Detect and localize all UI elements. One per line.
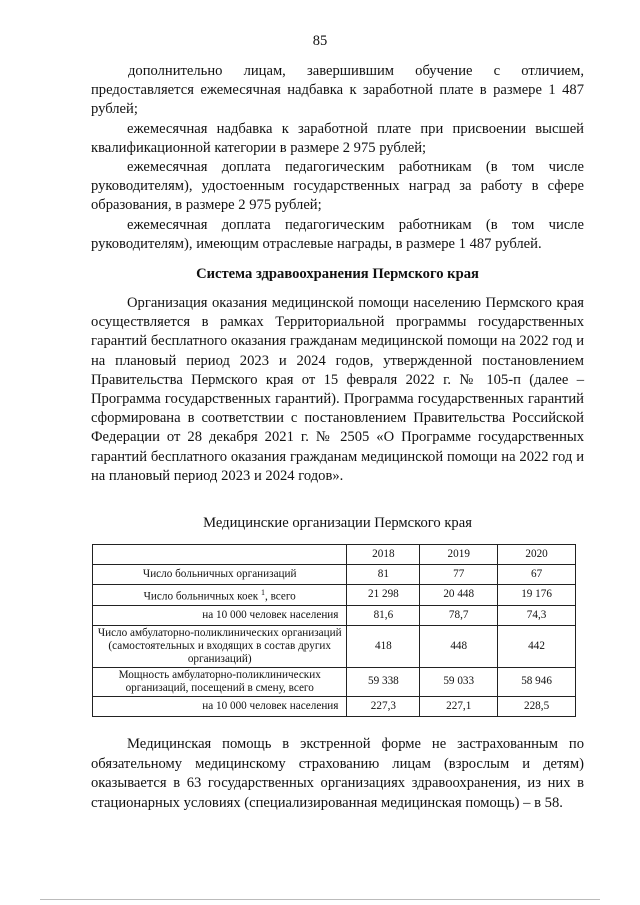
intro-text-block bbox=[91, 62, 584, 254]
footnote-mark: 1 bbox=[260, 588, 265, 597]
table-row bbox=[93, 667, 576, 696]
row-label: Число амбулаторно-поликлинических организаций (самостоятельных и входящих в состав других организаций) bbox=[93, 625, 347, 667]
emergency-paragraph: Медицинская помощь в экстренной форме не застрахованным по обязательному медицинскому страхованию лицам (взрослым и детям) оказывается в 63 государственных организациях здравоохранения, из них в стационарных условиях (специализированная медицинская помощь) – в 58. bbox=[91, 736, 584, 811]
table-cell: 58 946 bbox=[498, 667, 576, 696]
table-cell: 227,1 bbox=[420, 696, 498, 716]
table-cell: 21 298 bbox=[347, 585, 420, 606]
table-cell: 81 bbox=[347, 565, 420, 585]
table-corner-cell bbox=[93, 545, 347, 565]
table-row bbox=[93, 565, 576, 585]
table-cell: 74,3 bbox=[498, 605, 576, 625]
intro-paragraph: ежемесячная надбавка к заработной плате при присвоении высшей квалификационной категории в размере 2 975 рублей; bbox=[91, 120, 584, 156]
year-header: 2018 bbox=[347, 545, 420, 565]
table-cell: 227,3 bbox=[347, 696, 420, 716]
row-label bbox=[93, 585, 347, 606]
healthcare-text-block bbox=[91, 294, 584, 486]
page-edge-divider bbox=[40, 899, 600, 900]
table-cell: 448 bbox=[420, 625, 498, 667]
table-cell: 67 bbox=[498, 565, 576, 585]
table-cell: 228,5 bbox=[498, 696, 576, 716]
intro-paragraph: ежемесячная доплата педагогическим работникам (в том числе руководителям), имеющим отраслевые награды, в размере 1 487 рублей. bbox=[91, 216, 584, 252]
table-cell: 78,7 bbox=[420, 605, 498, 625]
table-header-row bbox=[93, 545, 576, 565]
section-heading: Система здравоохранения Пермского края bbox=[196, 266, 479, 282]
table-row bbox=[93, 696, 576, 716]
table-row bbox=[93, 605, 576, 625]
table-cell: 418 bbox=[347, 625, 420, 667]
table-cell: 19 176 bbox=[498, 585, 576, 606]
row-label-text: Число больничных коек bbox=[143, 590, 259, 603]
table-cell: 77 bbox=[420, 565, 498, 585]
year-header: 2019 bbox=[420, 545, 498, 565]
year-header: 2020 bbox=[498, 545, 576, 565]
table-cell: 81,6 bbox=[347, 605, 420, 625]
intro-paragraph: ежемесячная доплата педагогическим работникам (в том числе руководителям), удостоенным государственных наград за работу в сфере образования, в размере 2 975 рублей; bbox=[91, 159, 584, 214]
row-label: Число больничных организаций bbox=[93, 565, 347, 585]
table-cell: 59 033 bbox=[420, 667, 498, 696]
table-cell: 59 338 bbox=[347, 667, 420, 696]
row-label: Мощность амбулаторно-поликлинических организаций, посещений в смену, всего bbox=[93, 667, 347, 696]
intro-paragraph: дополнительно лицам, завершившим обучение с отличием, предоставляется ежемесячная надбавка к заработной плате в размере 1 487 рублей; bbox=[91, 63, 584, 118]
row-label: на 10 000 человек населения bbox=[93, 696, 347, 716]
medical-organizations-table bbox=[92, 544, 576, 717]
row-label-suffix: , всего bbox=[264, 590, 296, 603]
table-caption: Медицинские организации Пермского края bbox=[203, 515, 472, 531]
table-row bbox=[93, 585, 576, 606]
table-row bbox=[93, 625, 576, 667]
row-label: на 10 000 человек населения bbox=[93, 605, 347, 625]
table-cell: 442 bbox=[498, 625, 576, 667]
page-number: 85 bbox=[312, 33, 328, 49]
healthcare-paragraph: Организация оказания медицинской помощи населению Пермского края осуществляется в рамках Территориальной программы государственных гарантий бесплатного оказания гражданам медицинской помощи на 2022 год и на плановый период 2023 и 2024 годов, утвержденной постановлением Правительства Пермского края от 15 февраля 2022 г. № 105-п (далее – Программа государственных гарантий). Программа государственных гарантий сформирована в соответствии с постановлением Правительства Российской Федерации от 28 декабря 2021 г. № 2505 «О Программе государственных гарантий бесплатного оказания гражданам медицинской помощи на 2022 год и на плановый период 2023 и 2024 годов». bbox=[91, 295, 584, 484]
table-cell: 20 448 bbox=[420, 585, 498, 606]
emergency-text-block bbox=[91, 735, 584, 813]
